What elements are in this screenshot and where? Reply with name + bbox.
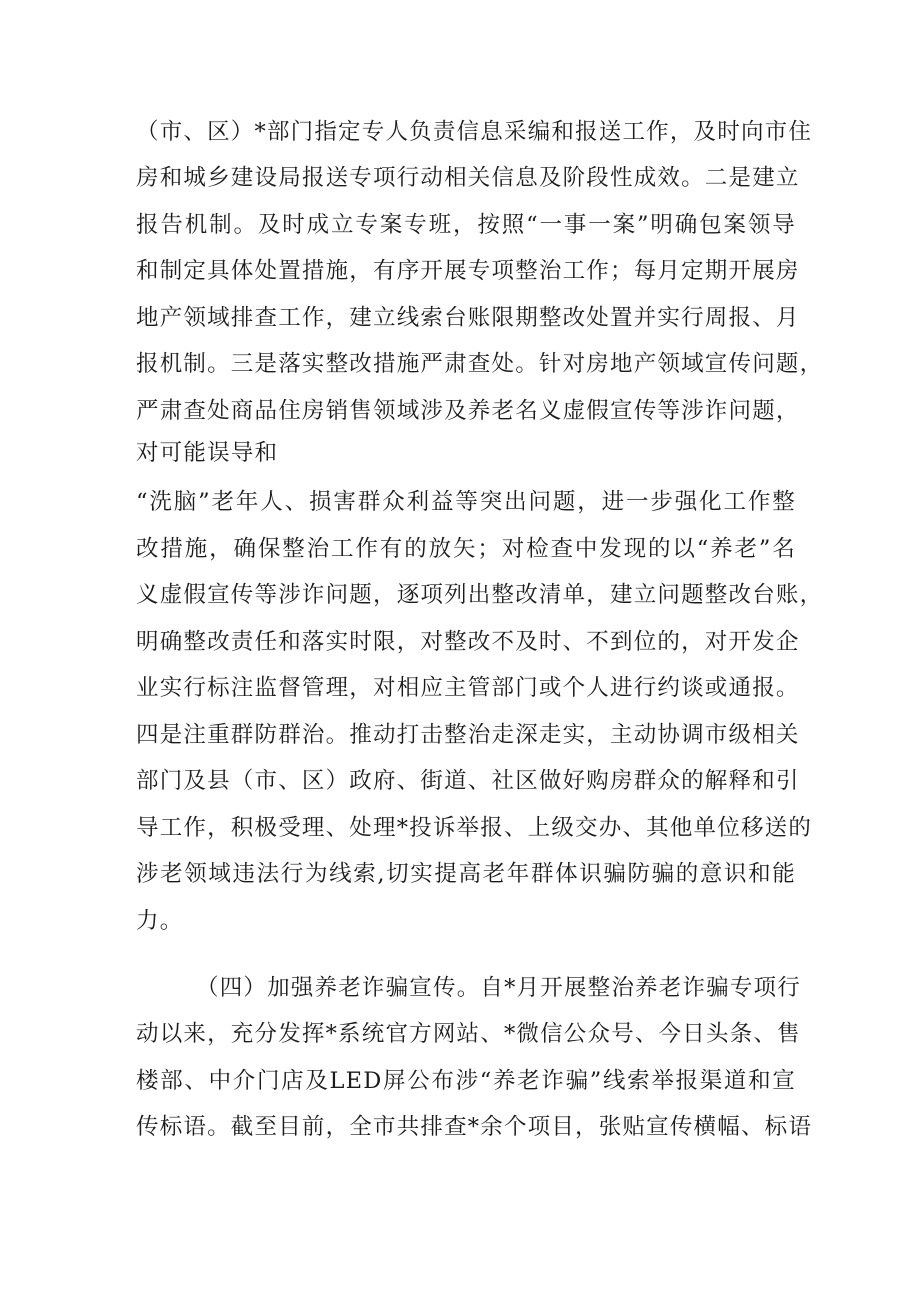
text-line: 四是注重群防群治。推动打击整治走深走实，主动协调市级相关 [136,722,800,748]
text-line: （市、区）*部门指定专人负责信息采编和报送工作，及时向市住 [136,119,813,145]
text-line: 报机制。三是落实整改措施严肃查处。针对房地产领域宣传问题， [136,351,824,377]
text-line: 房和城乡建设局报送专项行动相关信息及阶段性成效。二是建立 [136,165,800,191]
text-line: 传标语。截至目前，全市共排查*余个项目，张贴宣传横幅、标语 [136,1114,813,1140]
text-line: 楼部、中介门店及LED屏公布涉“养老诈骗”线索举报渠道和宣 [136,1068,796,1094]
text-line: 涉老领域违法行为线索,切实提高老年群体识骗防骗的意识和能 [136,861,796,887]
text-line: 地产领域排查工作，建立线索台账限期整改处置并实行周报、月 [136,305,800,331]
text-line: 业实行标注监督管理，对相应主管部门或个人进行约谈或通报。 [136,675,800,701]
text-line: （四）加强养老诈骗宣传。自*月开展整治养老诈骗专项行 [196,975,801,1001]
text-line: 明确整改责任和落实时限，对整改不及时、不到位的，对开发企 [136,629,800,655]
text-line: 改措施，确保整治工作有的放矢；对检查中发现的以“养老”名 [136,536,796,562]
text-line: 对可能误导和 [136,440,279,466]
text-line: “洗脑”老年人、损害群众利益等突出问题，进一步强化工作整 [136,489,796,515]
text-line: 力。 [136,908,184,934]
text-line: 和制定具体处置措施，有序开展专项整治工作；每月定期开展房 [136,258,800,284]
text-line: 严肃查处商品住房销售领域涉及养老名义虚假宣传等涉诈问题， [136,398,800,424]
text-line: 部门及县（市、区）政府、街道、社区做好购房群众的解释和引 [136,768,800,794]
text-line: 动以来，充分发挥*系统官方网站、*微信公众号、今日头条、售 [136,1021,801,1047]
text-line: 报告机制。及时成立专案专班，按照“一事一案”明确包案领导 [136,212,796,238]
text-line: 导工作，积极受理、处理*投诉举报、上级交办、其他单位移送的 [136,815,813,841]
text-line: 义虚假宣传等涉诈问题，逐项列出整改清单，建立问题整改台账， [136,582,824,608]
